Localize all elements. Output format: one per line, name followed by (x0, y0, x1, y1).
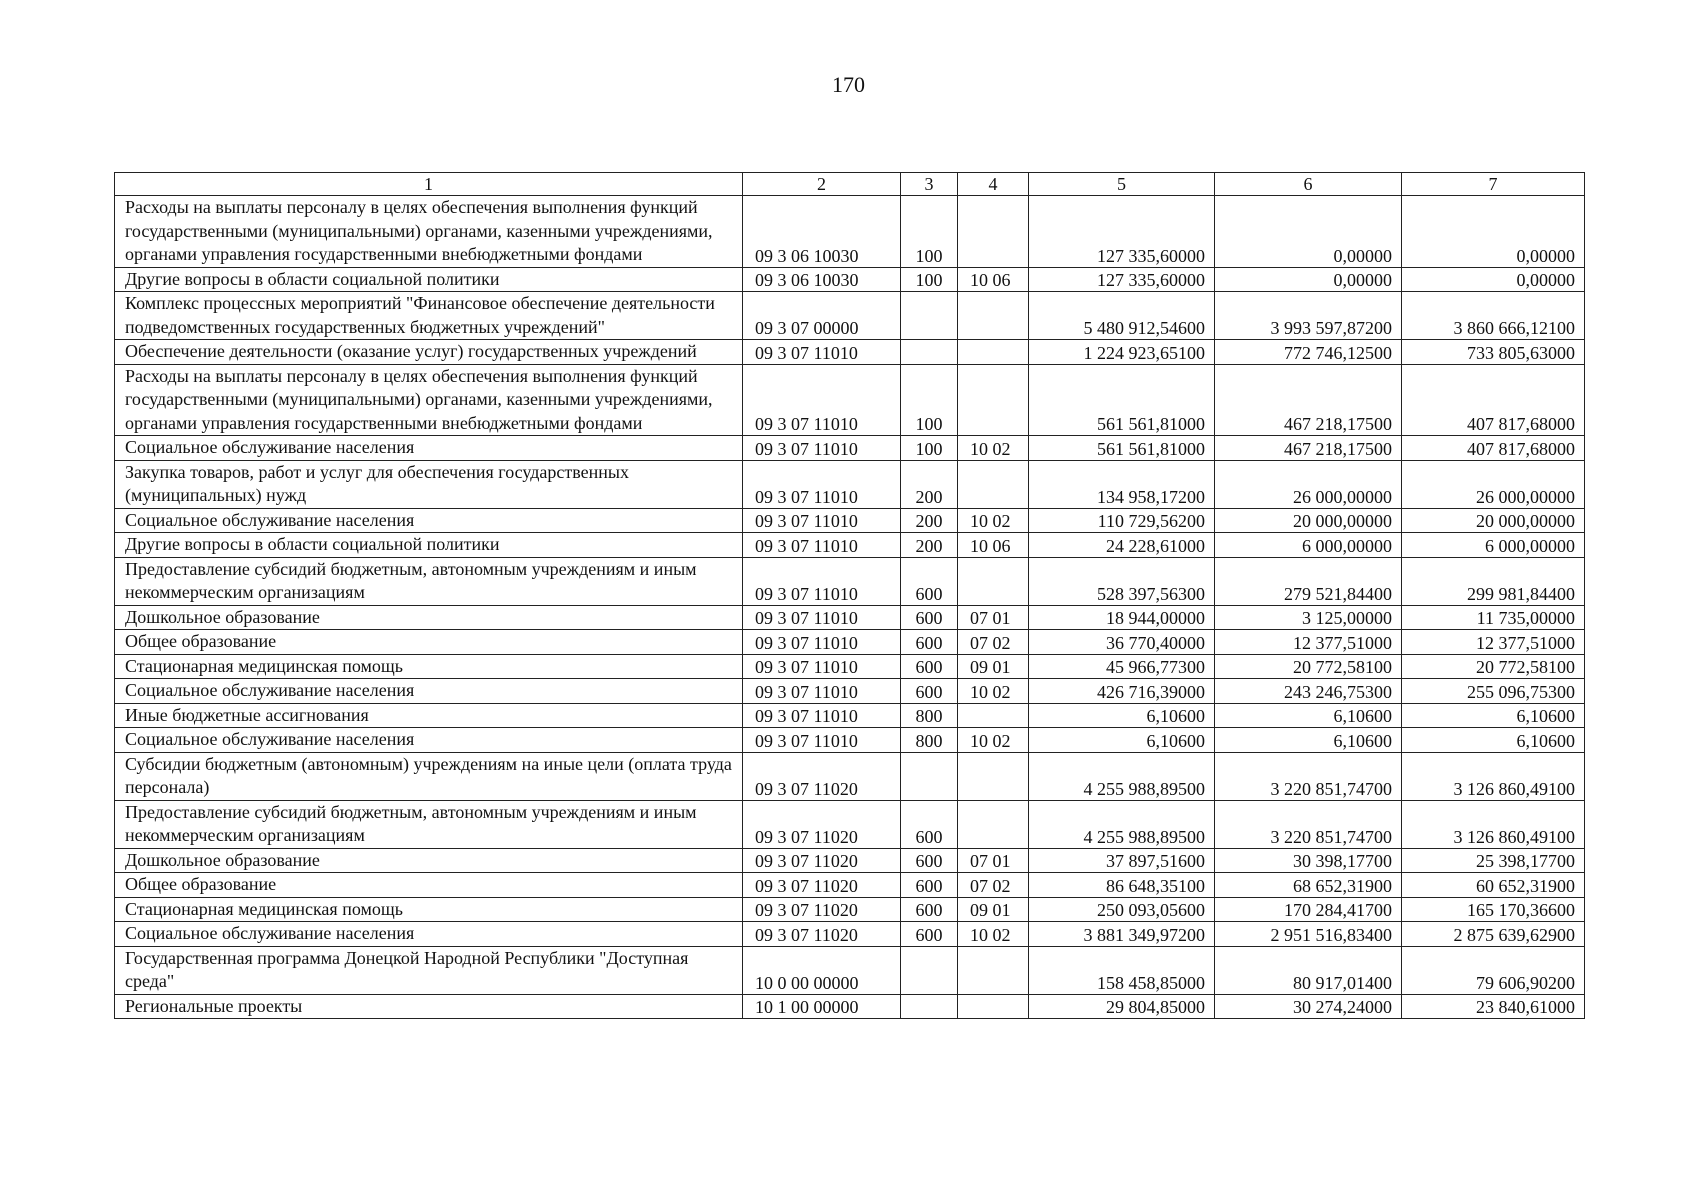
header-cell-5: 5 (1029, 173, 1215, 196)
row-vr-cell: 600 (901, 848, 958, 873)
row-vr-cell: 600 (901, 679, 958, 704)
table-row (115, 703, 1585, 728)
row-value-5-cell: 110 729,56200 (1029, 508, 1215, 533)
row-section-cell: 10 02 (958, 922, 1029, 947)
row-value-7-cell: 407 817,68000 (1402, 364, 1585, 436)
row-name-cell: Субсидии бюджетным (автономным) учреждениям на иные цели (оплата труда персонала) (115, 752, 743, 800)
table-row (115, 533, 1585, 558)
table-row (115, 292, 1585, 340)
row-section-cell (958, 292, 1029, 340)
row-value-7-cell: 407 817,68000 (1402, 436, 1585, 461)
row-value-7-cell: 79 606,90200 (1402, 946, 1585, 994)
row-value-5-cell: 4 255 988,89500 (1029, 752, 1215, 800)
header-cell-2: 2 (743, 173, 901, 196)
table-row (115, 340, 1585, 365)
row-name-cell: Дошкольное образование (115, 848, 743, 873)
row-vr-cell: 100 (901, 364, 958, 436)
row-value-6-cell: 6,10600 (1215, 728, 1402, 753)
row-value-5-cell: 1 224 923,65100 (1029, 340, 1215, 365)
row-value-6-cell: 243 246,75300 (1215, 679, 1402, 704)
row-value-6-cell: 3 125,00000 (1215, 605, 1402, 630)
row-value-5-cell: 4 255 988,89500 (1029, 800, 1215, 848)
table-header-row (115, 173, 1585, 196)
row-code-cell: 09 3 06 10030 (743, 196, 901, 268)
header-cell-4: 4 (958, 173, 1029, 196)
row-name-cell: Закупка товаров, работ и услуг для обеспечения государственных (муниципальных) нужд (115, 460, 743, 508)
row-value-7-cell: 25 398,17700 (1402, 848, 1585, 873)
row-section-cell (958, 994, 1029, 1019)
row-value-6-cell: 68 652,31900 (1215, 873, 1402, 898)
row-section-cell: 10 02 (958, 728, 1029, 753)
row-value-5-cell: 3 881 349,97200 (1029, 922, 1215, 947)
row-value-7-cell: 3 126 860,49100 (1402, 752, 1585, 800)
row-section-cell (958, 364, 1029, 436)
row-code-cell: 09 3 07 11010 (743, 728, 901, 753)
table-row (115, 946, 1585, 994)
table-row (115, 728, 1585, 753)
row-vr-cell: 600 (901, 605, 958, 630)
row-section-cell (958, 340, 1029, 365)
row-value-6-cell: 772 746,12500 (1215, 340, 1402, 365)
row-vr-cell (901, 752, 958, 800)
row-value-5-cell: 6,10600 (1029, 728, 1215, 753)
table-row (115, 460, 1585, 508)
row-vr-cell: 600 (901, 922, 958, 947)
row-value-5-cell: 127 335,60000 (1029, 196, 1215, 268)
row-section-cell: 07 02 (958, 630, 1029, 655)
row-code-cell: 09 3 07 11010 (743, 605, 901, 630)
row-section-cell (958, 800, 1029, 848)
row-name-cell: Комплекс процессных мероприятий "Финансовое обеспечение деятельности подведомственных государственных бюджетных учреждений" (115, 292, 743, 340)
row-value-6-cell: 0,00000 (1215, 196, 1402, 268)
row-code-cell: 09 3 07 11020 (743, 752, 901, 800)
row-name-cell: Расходы на выплаты персоналу в целях обеспечения выполнения функций государственными (муниципальными) органами, казенными учреждениями, органами управления государственными внебюджетными фондами (115, 196, 743, 268)
row-name-cell: Иные бюджетные ассигнования (115, 703, 743, 728)
row-value-7-cell: 3 126 860,49100 (1402, 800, 1585, 848)
row-value-7-cell: 6,10600 (1402, 703, 1585, 728)
row-value-5-cell: 86 648,35100 (1029, 873, 1215, 898)
row-vr-cell: 200 (901, 460, 958, 508)
table-row (115, 922, 1585, 947)
row-code-cell: 09 3 07 11010 (743, 436, 901, 461)
row-value-5-cell: 5 480 912,54600 (1029, 292, 1215, 340)
row-code-cell: 09 3 07 11010 (743, 533, 901, 558)
row-vr-cell (901, 994, 958, 1019)
row-value-6-cell: 30 274,24000 (1215, 994, 1402, 1019)
row-value-5-cell: 36 770,40000 (1029, 630, 1215, 655)
row-code-cell: 10 1 00 00000 (743, 994, 901, 1019)
row-section-cell (958, 460, 1029, 508)
row-value-6-cell: 467 218,17500 (1215, 436, 1402, 461)
row-vr-cell: 200 (901, 508, 958, 533)
row-name-cell: Стационарная медицинская помощь (115, 897, 743, 922)
row-value-6-cell: 3 220 851,74700 (1215, 752, 1402, 800)
row-code-cell: 09 3 06 10030 (743, 267, 901, 292)
row-value-5-cell: 426 716,39000 (1029, 679, 1215, 704)
row-name-cell: Социальное обслуживание населения (115, 922, 743, 947)
header-cell-7: 7 (1402, 173, 1585, 196)
row-vr-cell: 600 (901, 557, 958, 605)
row-vr-cell: 600 (901, 654, 958, 679)
row-value-7-cell: 26 000,00000 (1402, 460, 1585, 508)
row-value-6-cell: 467 218,17500 (1215, 364, 1402, 436)
row-value-5-cell: 528 397,56300 (1029, 557, 1215, 605)
page-number: 170 (832, 72, 865, 97)
row-section-cell: 07 02 (958, 873, 1029, 898)
row-value-6-cell: 0,00000 (1215, 267, 1402, 292)
row-code-cell: 09 3 07 11010 (743, 460, 901, 508)
row-vr-cell (901, 292, 958, 340)
row-value-5-cell: 37 897,51600 (1029, 848, 1215, 873)
row-section-cell (958, 946, 1029, 994)
table-row (115, 897, 1585, 922)
row-value-7-cell: 165 170,36600 (1402, 897, 1585, 922)
row-value-7-cell: 0,00000 (1402, 196, 1585, 268)
row-section-cell: 10 02 (958, 508, 1029, 533)
row-vr-cell (901, 340, 958, 365)
row-value-5-cell: 250 093,05600 (1029, 897, 1215, 922)
row-section-cell: 10 02 (958, 436, 1029, 461)
row-name-cell: Социальное обслуживание населения (115, 436, 743, 461)
row-code-cell: 10 0 00 00000 (743, 946, 901, 994)
row-code-cell: 09 3 07 11010 (743, 654, 901, 679)
row-vr-cell: 600 (901, 897, 958, 922)
row-section-cell: 09 01 (958, 897, 1029, 922)
row-vr-cell: 800 (901, 728, 958, 753)
row-vr-cell: 600 (901, 873, 958, 898)
row-code-cell: 09 3 07 11010 (743, 703, 901, 728)
row-value-7-cell: 2 875 639,62900 (1402, 922, 1585, 947)
table-row (115, 557, 1585, 605)
budget-table (114, 172, 1585, 1019)
row-code-cell: 09 3 07 11020 (743, 922, 901, 947)
row-code-cell: 09 3 07 11010 (743, 340, 901, 365)
row-vr-cell (901, 946, 958, 994)
table-row (115, 267, 1585, 292)
row-value-6-cell: 80 917,01400 (1215, 946, 1402, 994)
table-row (115, 605, 1585, 630)
row-code-cell: 09 3 07 11010 (743, 630, 901, 655)
table-body (115, 173, 1585, 1019)
row-vr-cell: 100 (901, 436, 958, 461)
row-code-cell: 09 3 07 11010 (743, 364, 901, 436)
row-value-6-cell: 279 521,84400 (1215, 557, 1402, 605)
table-row (115, 364, 1585, 436)
row-value-7-cell: 3 860 666,12100 (1402, 292, 1585, 340)
row-value-5-cell: 18 944,00000 (1029, 605, 1215, 630)
row-vr-cell: 600 (901, 630, 958, 655)
row-vr-cell: 100 (901, 196, 958, 268)
row-code-cell: 09 3 07 11020 (743, 873, 901, 898)
row-name-cell: Общее образование (115, 630, 743, 655)
row-name-cell: Социальное обслуживание населения (115, 508, 743, 533)
row-value-7-cell: 6 000,00000 (1402, 533, 1585, 558)
row-section-cell: 07 01 (958, 848, 1029, 873)
table-row (115, 630, 1585, 655)
row-section-cell: 10 06 (958, 267, 1029, 292)
row-value-6-cell: 6,10600 (1215, 703, 1402, 728)
row-value-6-cell: 2 951 516,83400 (1215, 922, 1402, 947)
row-name-cell: Стационарная медицинская помощь (115, 654, 743, 679)
row-value-6-cell: 20 000,00000 (1215, 508, 1402, 533)
row-value-7-cell: 20 772,58100 (1402, 654, 1585, 679)
row-name-cell: Предоставление субсидий бюджетным, автономным учреждениям и иным некоммерческим организациям (115, 800, 743, 848)
row-section-cell (958, 752, 1029, 800)
row-name-cell: Социальное обслуживание населения (115, 679, 743, 704)
header-cell-3: 3 (901, 173, 958, 196)
row-name-cell: Дошкольное образование (115, 605, 743, 630)
row-value-5-cell: 127 335,60000 (1029, 267, 1215, 292)
row-section-cell: 09 01 (958, 654, 1029, 679)
table-row (115, 436, 1585, 461)
row-code-cell: 09 3 07 11010 (743, 557, 901, 605)
row-section-cell: 07 01 (958, 605, 1029, 630)
row-value-7-cell: 60 652,31900 (1402, 873, 1585, 898)
table-row (115, 679, 1585, 704)
row-value-7-cell: 20 000,00000 (1402, 508, 1585, 533)
row-code-cell: 09 3 07 11020 (743, 848, 901, 873)
row-code-cell: 09 3 07 00000 (743, 292, 901, 340)
table-row (115, 752, 1585, 800)
row-value-7-cell: 733 805,63000 (1402, 340, 1585, 365)
row-name-cell: Обеспечение деятельности (оказание услуг) государственных учреждений (115, 340, 743, 365)
row-value-6-cell: 3 220 851,74700 (1215, 800, 1402, 848)
table-row (115, 508, 1585, 533)
header-cell-1: 1 (115, 173, 743, 196)
row-value-7-cell: 6,10600 (1402, 728, 1585, 753)
row-value-6-cell: 3 993 597,87200 (1215, 292, 1402, 340)
row-value-5-cell: 561 561,81000 (1029, 364, 1215, 436)
row-value-6-cell: 30 398,17700 (1215, 848, 1402, 873)
row-name-cell: Социальное обслуживание населения (115, 728, 743, 753)
row-value-6-cell: 26 000,00000 (1215, 460, 1402, 508)
row-name-cell: Государственная программа Донецкой Народной Республики "Доступная среда" (115, 946, 743, 994)
row-section-cell (958, 557, 1029, 605)
row-value-7-cell: 12 377,51000 (1402, 630, 1585, 655)
row-value-7-cell: 23 840,61000 (1402, 994, 1585, 1019)
row-vr-cell: 200 (901, 533, 958, 558)
row-code-cell: 09 3 07 11010 (743, 508, 901, 533)
row-vr-cell: 600 (901, 800, 958, 848)
row-section-cell (958, 196, 1029, 268)
row-value-5-cell: 24 228,61000 (1029, 533, 1215, 558)
row-code-cell: 09 3 07 11020 (743, 897, 901, 922)
row-value-6-cell: 20 772,58100 (1215, 654, 1402, 679)
row-value-6-cell: 12 377,51000 (1215, 630, 1402, 655)
row-value-6-cell: 6 000,00000 (1215, 533, 1402, 558)
table-row (115, 994, 1585, 1019)
row-value-5-cell: 561 561,81000 (1029, 436, 1215, 461)
row-value-5-cell: 29 804,85000 (1029, 994, 1215, 1019)
row-section-cell: 10 06 (958, 533, 1029, 558)
row-section-cell: 10 02 (958, 679, 1029, 704)
row-value-5-cell: 134 958,17200 (1029, 460, 1215, 508)
table-row (115, 654, 1585, 679)
table-row (115, 873, 1585, 898)
row-value-5-cell: 158 458,85000 (1029, 946, 1215, 994)
row-value-7-cell: 11 735,00000 (1402, 605, 1585, 630)
table-row (115, 800, 1585, 848)
table-row (115, 848, 1585, 873)
row-value-5-cell: 6,10600 (1029, 703, 1215, 728)
header-cell-6: 6 (1215, 173, 1402, 196)
row-name-cell: Предоставление субсидий бюджетным, автономным учреждениям и иным некоммерческим организациям (115, 557, 743, 605)
row-value-7-cell: 299 981,84400 (1402, 557, 1585, 605)
row-vr-cell: 800 (901, 703, 958, 728)
row-name-cell: Региональные проекты (115, 994, 743, 1019)
row-name-cell: Другие вопросы в области социальной политики (115, 533, 743, 558)
row-section-cell (958, 703, 1029, 728)
row-vr-cell: 100 (901, 267, 958, 292)
row-value-6-cell: 170 284,41700 (1215, 897, 1402, 922)
table-row (115, 196, 1585, 268)
row-value-5-cell: 45 966,77300 (1029, 654, 1215, 679)
row-value-7-cell: 0,00000 (1402, 267, 1585, 292)
row-code-cell: 09 3 07 11010 (743, 679, 901, 704)
row-code-cell: 09 3 07 11020 (743, 800, 901, 848)
row-name-cell: Общее образование (115, 873, 743, 898)
row-name-cell: Другие вопросы в области социальной политики (115, 267, 743, 292)
row-name-cell: Расходы на выплаты персоналу в целях обеспечения выполнения функций государственными (муниципальными) органами, казенными учреждениями, органами управления государственными внебюджетными фондами (115, 364, 743, 436)
row-value-7-cell: 255 096,75300 (1402, 679, 1585, 704)
